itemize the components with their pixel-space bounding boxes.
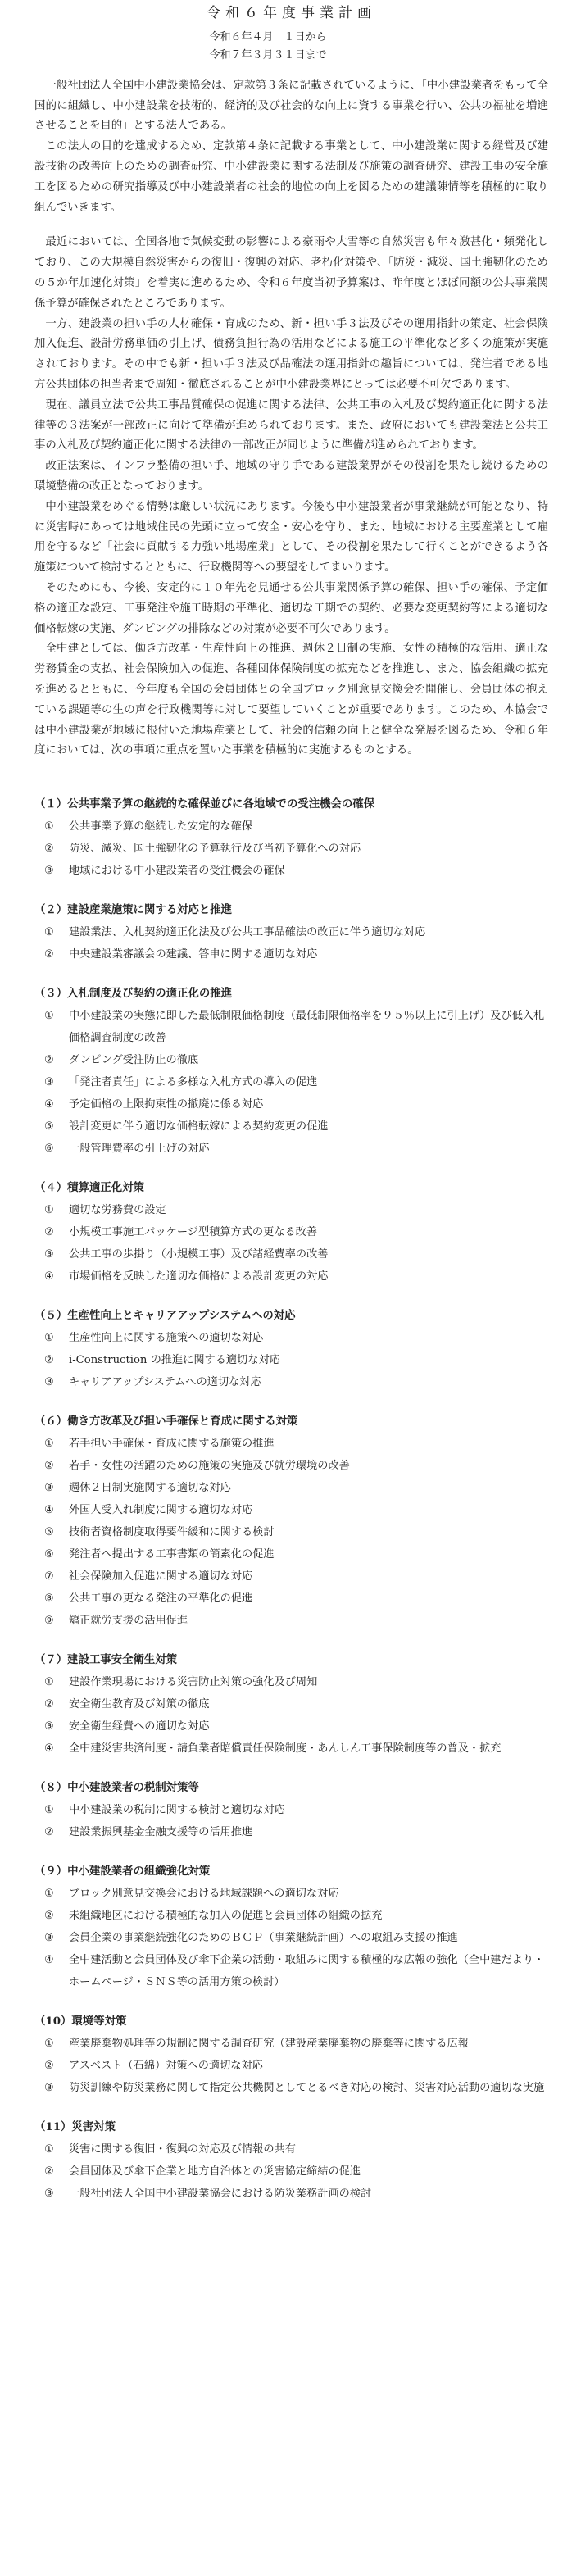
section-heading: （10）環境等対策	[34, 2015, 127, 2029]
plan-section	[34, 1176, 548, 1288]
intro-paragraph: 一般社団法人全国中小建設業協会は、定款第３条に記載されているように、「中小建設業者をもって全国的に組織し、中小建設業を技術的、経済的及び社会的な向上に資する事業を行い、公共の福祉を増進させることを目的」とする法人である。	[34, 79, 548, 133]
section-heading: （３）入札制度及び契約の適正化の推進	[34, 987, 233, 1001]
section-item	[34, 1115, 548, 1138]
item-number: ③	[44, 1248, 54, 1261]
section-item	[34, 1588, 548, 1610]
section-item	[34, 1093, 548, 1115]
item-text: 建設業法、入札契約適正化法及び公共工事品確法の改正に伴う適切な対応	[69, 926, 426, 939]
item-number: ②	[44, 1826, 54, 1839]
section-item	[34, 1521, 548, 1543]
item-text: 未組織地区における積極的な加入の促進と会員団体の組織の拡充	[69, 1910, 383, 1923]
intro-paragraph: この法人の目的を達成するため、定款第４条に記載する事業として、中小建設業に関する経営及び建設技術の改善向上のための調査研究、中小建設業に関する法制及び施策の調査研究、建設工事の安全施工を図るための研究指導及び中小建設業者の社会的地位の向上を図るための建議陳情等を積極的に取り組んでいきます。	[34, 140, 548, 214]
plan-section	[34, 2115, 548, 2205]
section-item	[34, 1799, 548, 1821]
period-end: 令和７年３月３１日まで	[209, 48, 327, 61]
section-item	[34, 1693, 548, 1715]
item-text: アスベスト（石綿）対策への適切な対応	[69, 2060, 263, 2073]
item-number: ⑨	[44, 1615, 54, 1628]
section-item	[34, 1071, 548, 1093]
item-number: ③	[44, 1376, 54, 1389]
section-item	[34, 1455, 548, 1477]
section-item	[34, 1715, 548, 1738]
item-text: 中小建設業の税制に関する検討と適切な対応	[69, 1804, 285, 1817]
item-text: 会員団体及び傘下企業と地方自治体との災害協定締結の促進	[69, 2165, 361, 2178]
section-item	[34, 1543, 548, 1565]
section-item	[34, 1371, 548, 1393]
section-item	[34, 2183, 548, 2205]
section-item	[34, 2138, 548, 2160]
item-number: ①	[44, 1332, 54, 1345]
item-text: 若手担い手確保・育成に関する施策の推進	[69, 1438, 275, 1451]
item-number: ①	[44, 1438, 54, 1451]
item-number: ③	[44, 2188, 54, 2201]
section-item	[34, 1221, 548, 1243]
item-number: ①	[44, 1804, 54, 1817]
priority-sections	[34, 793, 548, 2205]
document-title: 令和６年度事業計画	[207, 5, 376, 21]
section-item	[34, 1199, 548, 1221]
item-text: キャリアアップシステムへの適切な対応	[69, 1376, 261, 1389]
plan-section	[34, 793, 548, 882]
item-number: ⑧	[44, 1592, 54, 1606]
section-item	[34, 1565, 548, 1588]
item-number: ③	[44, 1932, 54, 1945]
plan-section	[34, 1648, 548, 1760]
section-item	[34, 2033, 548, 2055]
section-heading: （11）災害対策	[34, 2120, 116, 2134]
section-item	[34, 816, 548, 838]
section-item	[34, 1265, 548, 1288]
item-text: 週休２日制実施関する適切な対応	[69, 1482, 231, 1495]
section-item	[34, 1049, 548, 1071]
item-number: ⑤	[44, 1526, 54, 1539]
item-text: 全中建活動と会員団体及び傘下企業の活動・取組みに関する積極的な広報の強化（全中建だより・ホームページ・ＳＮＳ等の活用方策の検討）	[69, 1954, 545, 1989]
section-item	[34, 1499, 548, 1521]
section-item	[34, 2055, 548, 2077]
item-number: ①	[44, 2143, 54, 2156]
item-text: 矯正就労支援の活用促進	[69, 1615, 188, 1628]
item-number: ②	[44, 1910, 54, 1923]
item-number: ①	[44, 1676, 54, 1689]
item-number: ②	[44, 2165, 54, 2178]
section-heading: （４）積算適正化対策	[34, 1181, 144, 1195]
section-item	[34, 943, 548, 965]
section-heading: （９）中小建設業者の組織強化対策	[34, 1865, 211, 1879]
section-item	[34, 838, 548, 860]
item-text: 外国人受入れ制度に関する適切な対応	[69, 1504, 253, 1517]
item-text: 建設業振興基金金融支援等の活用推進	[69, 1826, 253, 1839]
item-number: ②	[44, 843, 54, 856]
item-text: 防災、減災、国土強靭化の予算執行及び当初予算化への対応	[69, 843, 361, 856]
item-text: 建設作業現場における災害防止対策の強化及び周知	[69, 1676, 318, 1689]
item-text: 小規模工事施工パッケージ型積算方式の更なる改善	[69, 1226, 318, 1239]
item-text: 技術者資格制度取得要件緩和に関する検討	[69, 1526, 275, 1539]
item-text: i-Construction の推進に関する適切な対応	[69, 1354, 280, 1367]
item-number: ①	[44, 820, 54, 834]
section-heading: （８）中小建設業者の税制対策等	[34, 1781, 199, 1795]
section-heading: （１）公共事業予算の継続的な確保並びに各地域での受注機会の確保	[34, 797, 375, 811]
plan-section	[34, 1860, 548, 1993]
item-number: ③	[44, 2082, 54, 2095]
item-text: 一般管理費率の引上げの対応	[69, 1143, 210, 1156]
item-number: ①	[44, 1204, 54, 1217]
item-number: ④	[44, 1954, 54, 1967]
item-number: ②	[44, 1460, 54, 1473]
plan-section	[34, 1776, 548, 1843]
section-item	[34, 1927, 548, 1949]
item-text: 市場価格を反映した適切な価格による設計変更の対応	[69, 1270, 329, 1283]
item-number: ④	[44, 1504, 54, 1517]
section-heading: （２）建設産業施策に関する対応と推進	[34, 903, 233, 917]
item-number: ②	[44, 1054, 54, 1067]
item-text: 生産性向上に関する施策への適切な対応	[69, 1332, 264, 1345]
section-item	[34, 2160, 548, 2183]
item-number: ③	[44, 1482, 54, 1495]
body-paragraph: 一方、建設業の担い手の人材確保・育成のため、新・担い手３法及びその運用指針の策定、社会保険加入促進、設計労務単価の引上げ、債務負担行為の活用などによる施工の平準化など多くの施策が実施されております。その中でも新・担い手３法及び品確法の運用指針の趣旨については、発注者である地方公共団体の担当者まで周知・徹底されることが中小建設業界にとっては必要不可欠であります。	[34, 317, 548, 391]
section-item	[34, 1883, 548, 1905]
item-number: ②	[44, 1698, 54, 1711]
body-paragraph: 全中建としては、働き方改革・生産性向上の推進、週休２日制の実施、女性の積極的な活用、適正な労務賃金の支払、社会保険加入の促進、各種団体保険制度の拡充などを推進し、また、協会組織の拡充を進めるとともに、今年度も全国の会員団体との全国ブロック別意見交換会を開催し、会員団体の抱えている課題等の生の声を行政機関等に対して要望していくことが重要であります。このため、本協会では中小建設業が地域に根付いた地場産業として、社会的信頼の向上と健全な発展を図るため、令和６年度においては、次の事項に重点を置いた事業を積極的に実施するものとする。	[34, 643, 548, 757]
plan-section	[34, 982, 548, 1160]
period-start: 令和６年４月 １日から	[209, 30, 327, 43]
item-text: 全中建災害共済制度・請負業者賠償責任保険制度・あんしん工事保険制度等の普及・拡充	[69, 1742, 502, 1756]
plan-section	[34, 1304, 548, 1393]
section-heading: （６）働き方改革及び担い手確保と育成に関する対策	[34, 1415, 298, 1429]
item-number: ②	[44, 1354, 54, 1367]
item-text: ダンピング受注防止の徹底	[69, 1054, 199, 1067]
item-number: ③	[44, 1076, 54, 1089]
section-item	[34, 860, 548, 882]
section-heading: （７）建設工事安全衛生対策	[34, 1653, 178, 1667]
item-text: 中央建設業審議会の建議、答申に関する適切な対応	[69, 948, 318, 961]
item-text: ブロック別意見交換会における地域課題への適切な対応	[69, 1888, 339, 1901]
item-text: 設計変更に伴う適切な価格転嫁による契約変更の促進	[69, 1120, 329, 1134]
item-text: 防災訓練や防災業務に関して指定公共機関としてとるべき対応の検討、災害対応活動の適切な実施	[69, 2082, 545, 2095]
item-number: ②	[44, 1226, 54, 1239]
section-item	[34, 2077, 548, 2099]
item-text: 産業廃棄物処理等の規制に関する調査研究（建設産業廃棄物の廃棄等に関する広報	[69, 2038, 469, 2051]
item-text: 発注者へ提出する工事書類の簡素化の促進	[69, 1548, 275, 1561]
section-item	[34, 1738, 548, 1760]
item-number: ①	[44, 1888, 54, 1901]
item-number: ⑥	[44, 1143, 54, 1156]
body-paragraph: 現在、議員立法で公共工事品質確保の促進に関する法律、公共工事の入札及び契約適正化に関する法律等の３法案が一部改正に向けて準備が進められております。また、政府においても建設業法と公共工事の入札及び契約適正化に関する法律の一部改正が同じように準備が進められております。	[34, 398, 548, 452]
plan-period	[210, 29, 374, 65]
section-item	[34, 921, 548, 943]
plan-section	[34, 1410, 548, 1632]
item-text: 地域における中小建設業者の受注機会の確保	[69, 865, 285, 878]
item-number: ①	[44, 2038, 54, 2051]
body-paragraph: 中小建設業をめぐる情勢は厳しい状況にあります。今後も中小建設業者が事業継続が可能となり、特に災害時にあっては地域住民の先頭に立って安全・安心を守り、また、地域における主要産業として雇用を守るなど「社会に貢献する力強い地場産業」として、その役割を果たして行くことができるよう各施策について検討するとともに、行政機関等への要望をしてまいります。	[34, 500, 548, 575]
item-text: 若手・女性の活躍のための施策の実施及び就労環境の改善	[69, 1460, 350, 1473]
section-item	[34, 1905, 548, 1927]
item-text: 公共工事の更なる発注の平準化の促進	[69, 1592, 253, 1606]
section-item	[34, 1138, 548, 1160]
item-number: ④	[44, 1270, 54, 1283]
section-item	[34, 1610, 548, 1632]
item-text: 予定価格の上限拘束性の撤廃に係る対応	[69, 1098, 264, 1111]
item-text: 「発注者責任」による多様な入札方式の導入の促進	[69, 1076, 318, 1089]
item-text: 安全衛生教育及び対策の徹底	[69, 1698, 210, 1711]
section-item	[34, 1349, 548, 1371]
item-number: ②	[44, 948, 54, 961]
item-number: ⑦	[44, 1570, 54, 1583]
section-item	[34, 1327, 548, 1349]
section-item	[34, 1477, 548, 1499]
item-text: 中小建設業の実態に即した最低制限価格制度（最低制限価格率を９５％以上に引上げ）及び低入札価格調査制度の改善	[69, 1010, 545, 1045]
section-item	[34, 1433, 548, 1455]
item-text: 社会保険加入促進に関する適切な対応	[69, 1570, 253, 1583]
item-text: 公共工事の歩掛り（小規模工事）及び諸経費率の改善	[69, 1248, 329, 1261]
item-number: ⑥	[44, 1548, 54, 1561]
item-text: 安全衛生経費への適切な対応	[69, 1720, 210, 1733]
item-number: ③	[44, 865, 54, 878]
body-paragraph: 改正法案は、インフラ整備の担い手、地域の守り手である建設業界がその役割を果たし続けるための環境整備の改正となっております。	[34, 460, 548, 493]
item-number: ④	[44, 1098, 54, 1111]
item-text: 公共事業予算の継続した安定的な確保	[69, 820, 253, 834]
item-number: ①	[44, 1010, 54, 1023]
section-item	[34, 1949, 548, 1993]
body-paragraph: そのためにも、今後、安定的に１０年先を見通せる公共事業関係予算の確保、担い手の確保、予定価格の適正な設定、工事発注や施工時期の平準化、適切な工期での契約、必要な変更契約等による適切な価格転嫁の実施、ダンピングの排除などの対策が必要不可欠であります。	[34, 581, 548, 635]
item-text: 一般社団法人全国中小建設業協会における防災業務計画の検討	[69, 2188, 372, 2201]
item-text: 会員企業の事業継続強化のためのＢＣＰ（事業継続計画）への取組み支援の推進	[69, 1932, 458, 1945]
item-number: ③	[44, 1720, 54, 1733]
item-text: 災害に関する復旧・復興の対応及び情報の共有	[69, 2143, 296, 2156]
section-item	[34, 1243, 548, 1265]
section-item	[34, 1005, 548, 1049]
item-number: ①	[44, 926, 54, 939]
body-paragraph: 最近においては、全国各地で気候変動の影響による豪雨や大雪等の自然災害も年々激甚化・頻発化しており、この大規模自然災害からの復旧・復興の対応、老朽化対策や、「防災・減災、国土強靭化のための５か年加速化対策」を着実に進めるため、令和６年度当初予算案は、昨年度とほぼ同額の公共事業関係予算が確保されたところであります。	[34, 236, 548, 310]
section-item	[34, 1821, 548, 1843]
section-item	[34, 1671, 548, 1693]
item-number: ④	[44, 1742, 54, 1756]
section-heading: （５）生産性向上とキャリアアップシステムへの対応	[34, 1309, 296, 1323]
item-number: ⑤	[44, 1120, 54, 1134]
item-number: ②	[44, 2060, 54, 2073]
plan-section	[34, 2010, 548, 2099]
plan-section	[34, 898, 548, 965]
item-text: 適切な労務費の設定	[69, 1204, 166, 1217]
